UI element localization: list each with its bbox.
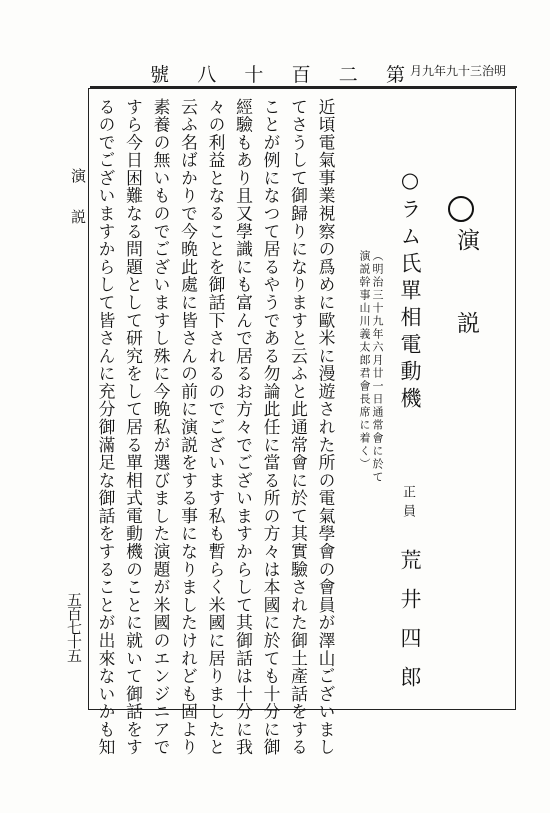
article-title-text: ラム氏單相電動機 xyxy=(398,198,422,414)
text-column: 經驗もあり且又學識にも富んで居るお方々でございますからして其御話は十分に我 xyxy=(233,98,254,757)
section-title: 演説 xyxy=(453,228,479,394)
body-text xyxy=(96,98,336,757)
issue-char: 百 xyxy=(291,64,311,86)
circle-mark-icon xyxy=(448,196,474,222)
note-close-paren: ） xyxy=(358,458,371,471)
issue-char: 第 xyxy=(385,64,405,86)
text-column: 云ふ名ばかりで今晩此處に皆さんの前に演説をする事になりましたけれども固より xyxy=(178,98,199,757)
speaker-role: 正員 xyxy=(400,485,415,523)
issue-char: 號 xyxy=(150,64,170,86)
text-column: すら今日困難なる問題として研究をして居る單相式電動機のことに就いて御話をす xyxy=(123,98,144,757)
text-column: 素養の無いものでございますし殊に今晩私が選びました演題が米國のエンジニアで xyxy=(151,98,171,757)
issue-char: 十 xyxy=(244,64,264,86)
margin-section-label: 演説 xyxy=(69,168,87,250)
text-column: るのでございますからして皆さんに充分御滿足な御話をすることが出來ないかも知 xyxy=(96,98,116,757)
text-column: てさうして御歸りになりますと云ふと此通常會に於て其實驗された御土產話をする xyxy=(288,98,309,757)
issue-char: 二 xyxy=(338,64,358,86)
text-column: 々の利益となることを御話下されるのでございます私も暫らく米國に居りましたと xyxy=(206,98,226,757)
note-line: 演説幹事山川義太郎君會長席に着く xyxy=(358,250,371,458)
issue-number xyxy=(150,60,405,87)
speaker-name: 荒井四郎 xyxy=(398,549,422,705)
circle-mark-icon: ○ xyxy=(398,168,422,198)
text-column: ことが例になつて居るやうである勿論此任に當る所の方々は本國に於ても十分に御 xyxy=(261,98,281,757)
meeting-note xyxy=(358,250,384,484)
publication-date: 月九年九十三治明 xyxy=(410,64,507,78)
article-title xyxy=(395,168,425,414)
note-line: 明治三十九年六月廿一日通常會に於て xyxy=(371,263,384,484)
text-column: 近頃電氣事業視察の爲めに歐米に漫遊された所の電氣學會の會員が澤山ございまし xyxy=(316,98,336,757)
page-number: 五百七十五 xyxy=(65,592,83,662)
issue-char: 八 xyxy=(197,64,217,86)
note-open-paren: （ xyxy=(371,250,384,263)
